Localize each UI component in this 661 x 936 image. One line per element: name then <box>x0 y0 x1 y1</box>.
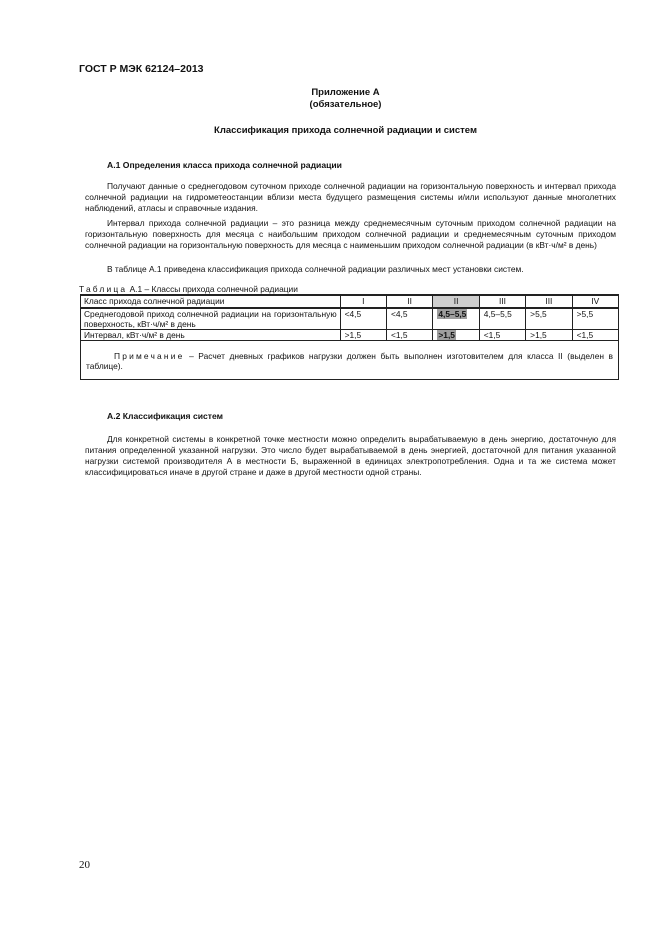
table-row-irradiation <box>81 308 619 330</box>
row2-value-2: <1,5 <box>387 330 433 341</box>
row2-value-4: <1,5 <box>479 330 525 341</box>
row1-value-5: >5,5 <box>526 308 572 330</box>
header-cell-3-text: II <box>453 296 459 306</box>
radiation-class-table <box>80 294 619 380</box>
row2-value-1: >1,5 <box>340 330 386 341</box>
row1-value-6: >5,5 <box>572 308 618 330</box>
row1-label: Среднегодовой приход солнечной радиации на горизонтальную поверхность, кВт·ч/м² в день <box>81 308 341 330</box>
row1-value-1: <4,5 <box>340 308 386 330</box>
section-a2-heading: А.2 Классификация систем <box>107 411 224 421</box>
table-note-word: Примечание <box>114 351 185 361</box>
annex-label: Приложение А <box>311 87 380 98</box>
header-cell-4: III <box>479 295 525 308</box>
section-a1-paragraph-3: В таблице А.1 приведена классификация прихода солнечной радиации различных мест установки систем. <box>107 264 524 274</box>
section-a1-paragraph-1: Получают данные о среднегодовом суточном приходе солнечной радиации на горизонтальную поверхность и интервал прихода солнечной радиации на гидрометеостанции вблизи места будущего размещения системы и/или используют данные многолетних наблюдений, атласы и справочные издания. <box>85 181 616 213</box>
header-cell-1: I <box>340 295 386 308</box>
row1-value-2: <4,5 <box>387 308 433 330</box>
main-title: Классификация прихода солнечной радиации и систем <box>214 125 477 136</box>
row2-value-3-highlight: >1,5 <box>438 330 455 340</box>
row2-value-6: <1,5 <box>572 330 618 341</box>
row2-value-3 <box>433 330 479 341</box>
row1-value-3-highlight: 4,5–5,5 <box>438 309 467 319</box>
document-header: ГОСТ Р МЭК 62124–2013 <box>79 63 204 75</box>
header-cell-2: II <box>387 295 433 308</box>
table-note <box>81 341 619 380</box>
row2-label: Интервал, кВт·ч/м² в день <box>81 330 341 341</box>
row1-value-3 <box>433 308 479 330</box>
header-cell-6: IV <box>572 295 618 308</box>
header-cell-5: III <box>526 295 572 308</box>
table-row-interval <box>81 330 619 341</box>
header-cell-class: Класс прихода солнечной радиации <box>81 295 341 308</box>
table-note-row <box>81 341 619 380</box>
page-number: 20 <box>79 859 90 871</box>
row1-value-4: 4,5–5,5 <box>479 308 525 330</box>
section-a1-heading: А.1 Определения класса прихода солнечной радиации <box>107 160 342 170</box>
annex-status: (обязательное) <box>309 99 382 110</box>
table-caption-word: Таблица <box>79 284 128 294</box>
section-a1-paragraph-2: Интервал прихода солнечной радиации – это разница между среднемесячным суточным приходом солнечной радиации на горизонтальную поверхность для месяца с наибольшим приходом солнечной радиации и среднемесячным суточным приходом солнечной радиации на горизонтальную поверхность для месяца с наименьшим приходом солнечной радиации (в кВт·ч/м² в день) <box>85 218 616 250</box>
table-caption <box>79 284 298 294</box>
row2-value-5: >1,5 <box>526 330 572 341</box>
table-note-text: – Расчет дневных графиков нагрузки должен быть выполнен изготовителем для класса II (выделен в таблице). <box>86 351 613 371</box>
header-cell-3 <box>433 295 479 308</box>
table-header-row <box>81 295 619 308</box>
table-caption-text: А.1 – Классы прихода солнечной радиации <box>129 284 298 294</box>
section-a2-paragraph-1: Для конкретной системы в конкретной точке местности можно определить вырабатываемую в день энергию, достаточную для питания определенной указанной нагрузки. Это число будет вырабатываемой в день энергией, достаточной для питания указанной нагрузки системой производителя А в местности Б, выраженной в единицах электропотребления. Одна и та же система может классифицироваться иначе в другой стране и даже в другой местности одной страны. <box>85 434 616 477</box>
annex-title <box>0 87 661 111</box>
